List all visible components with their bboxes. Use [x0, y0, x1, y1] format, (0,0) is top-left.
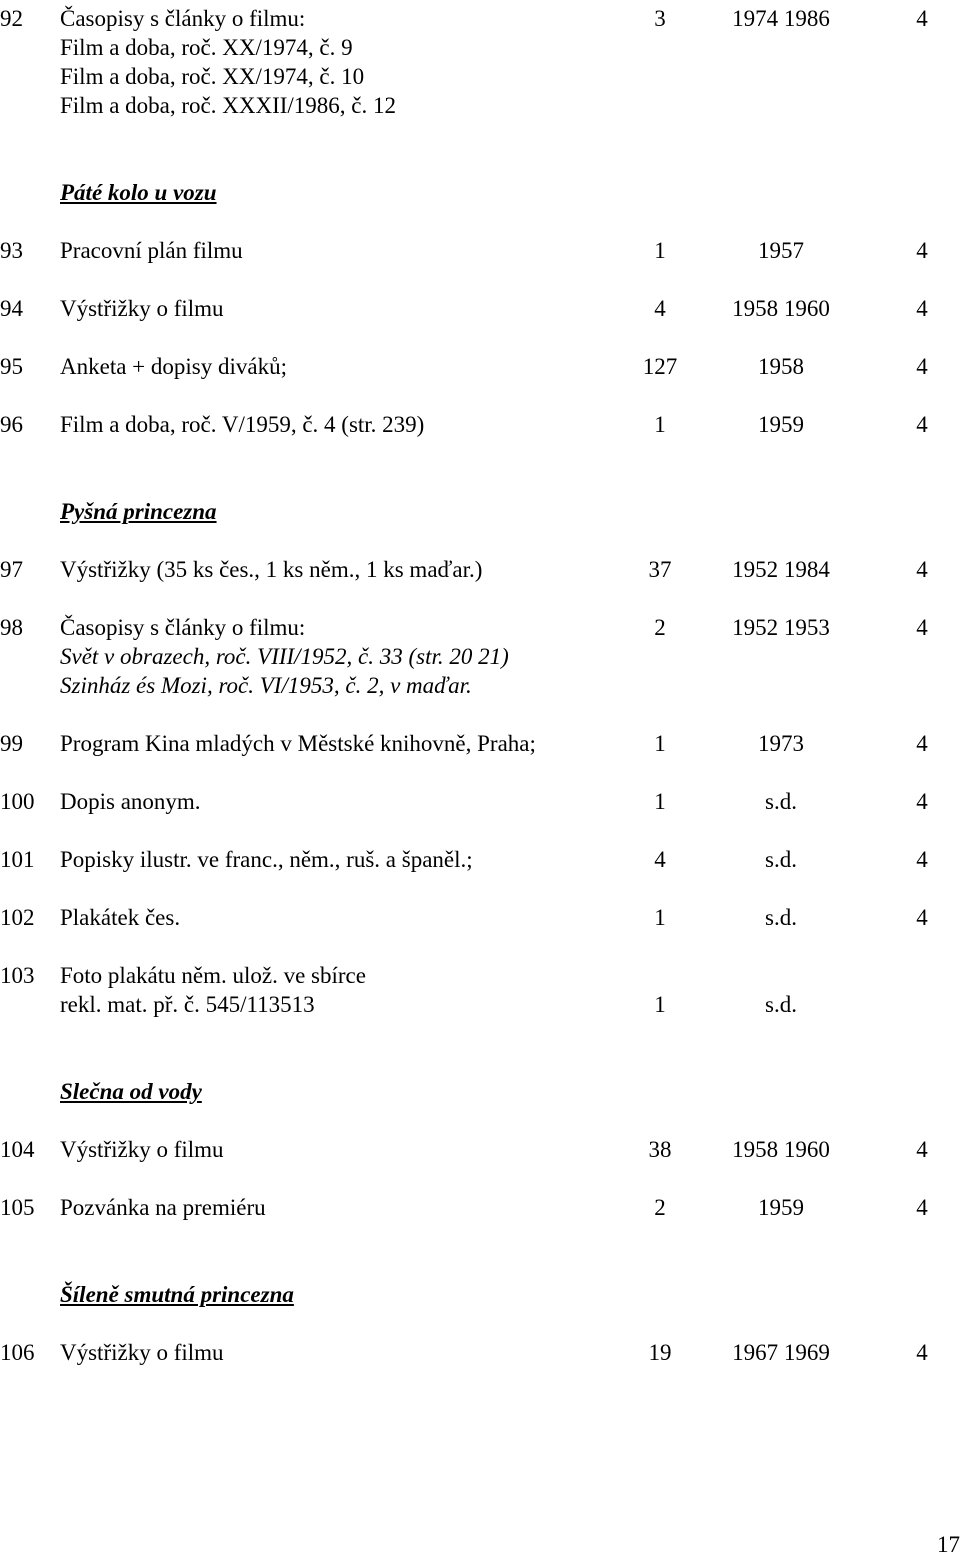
entry-line: Časopisy s články o filmu:: [60, 6, 306, 31]
entry-years: 1958: [758, 354, 804, 379]
section-heading: [0, 178, 960, 207]
entry-number: 102: [0, 905, 35, 930]
entry-box: 4: [916, 557, 928, 582]
entry-box: 4: [916, 1340, 928, 1365]
entry-count: 38: [648, 1137, 672, 1162]
entry-description: [60, 1135, 630, 1164]
entry-count: 37: [648, 557, 672, 582]
list-item: [0, 410, 960, 439]
list-item: [0, 352, 960, 381]
entry-count: 127: [642, 354, 678, 379]
entry-description: [60, 1193, 630, 1222]
entry-number: 97: [0, 557, 23, 582]
entry-years: 1959: [758, 1195, 804, 1220]
entry-number: 99: [0, 731, 23, 756]
entry-description: [60, 729, 630, 758]
entry-box: 4: [916, 412, 928, 437]
entry-line: Plakátek čes.: [60, 905, 181, 930]
list-item: [0, 1135, 960, 1164]
entry-description: [60, 787, 630, 816]
entry-years: s.d.: [765, 847, 797, 872]
entry-count: 1: [654, 731, 666, 756]
entry-line: Film a doba, roč. XX/1974, č. 10: [60, 64, 365, 89]
entry-line: Anketa + dopisy diváků;: [60, 354, 287, 379]
list-item: [0, 294, 960, 323]
entry-line: Film a doba, roč. XX/1974, č. 9: [60, 35, 353, 60]
list-item: [0, 4, 960, 120]
entry-count: 4: [654, 296, 666, 321]
section-heading: [0, 497, 960, 526]
entry-line: Dopis anonym.: [60, 789, 201, 814]
section-heading: [0, 1280, 960, 1309]
entry-line: Svět v obrazech, roč. VIII/1952, č. 33 (str. 20 21): [60, 644, 509, 669]
entry-number: 105: [0, 1195, 35, 1220]
entry-box: 4: [916, 789, 928, 814]
entry-line: rekl. mat. př. č. 545/113513: [60, 992, 315, 1017]
entry-years: 1959: [758, 412, 804, 437]
entry-count: 3: [654, 6, 666, 31]
entry-number: 100: [0, 789, 35, 814]
entry-years: 1973: [758, 731, 804, 756]
entry-number: 95: [0, 354, 23, 379]
entry-line: Foto plakátu něm. ulož. ve sbírce: [60, 963, 366, 988]
entry-line: Výstřižky (35 ks čes., 1 ks něm., 1 ks maďar.): [60, 557, 483, 582]
entry-line: Szinház és Mozi, roč. VI/1953, č. 2, v maďar.: [60, 673, 472, 698]
entry-years: 1958 1960: [732, 296, 830, 321]
entry-line: Program Kina mladých v Městské knihovně, Praha;: [60, 731, 536, 756]
list-item: [0, 845, 960, 874]
entry-years: s.d.: [765, 992, 797, 1017]
entry-line: Popisky ilustr. ve franc., něm., ruš. a španěl.;: [60, 847, 473, 872]
page-number: 17: [937, 1532, 960, 1557]
section-title: Šíleně smutná princezna: [60, 1282, 294, 1307]
section-heading: [0, 1077, 960, 1106]
list-item: [0, 787, 960, 816]
entry-number: 101: [0, 847, 35, 872]
entry-years: s.d.: [765, 905, 797, 930]
entry-description: [60, 613, 630, 700]
entry-number: 96: [0, 412, 23, 437]
entry-years: s.d.: [765, 789, 797, 814]
list-item: [0, 961, 960, 1019]
entry-box: 4: [916, 615, 928, 640]
entry-count: 1: [654, 412, 666, 437]
entry-line: Film a doba, roč. V/1959, č. 4 (str. 239): [60, 412, 425, 437]
entry-count: 1: [654, 238, 666, 263]
list-item: [0, 1338, 960, 1367]
entry-count: 1: [654, 789, 666, 814]
entry-line: Časopisy s články o filmu:: [60, 615, 306, 640]
entry-count: 4: [654, 847, 666, 872]
entry-number: 103: [0, 963, 35, 988]
entry-description: [60, 236, 630, 265]
entry-description: [60, 410, 630, 439]
entry-count: 2: [654, 615, 666, 640]
entry-number: 93: [0, 238, 23, 263]
entry-years: 1958 1960: [732, 1137, 830, 1162]
entry-box: 4: [916, 238, 928, 263]
entry-number: 98: [0, 615, 23, 640]
list-item: [0, 613, 960, 700]
entry-number: 106: [0, 1340, 35, 1365]
entry-line: Výstřižky o filmu: [60, 1137, 224, 1162]
entry-count: 2: [654, 1195, 666, 1220]
entry-number: 94: [0, 296, 23, 321]
entry-box: 4: [916, 731, 928, 756]
entry-years: 1974 1986: [732, 6, 830, 31]
entry-years: 1957: [758, 238, 804, 263]
entry-description: [60, 845, 630, 874]
entry-count: 1: [654, 905, 666, 930]
entry-line: Výstřižky o filmu: [60, 296, 224, 321]
entry-years: 1952 1953: [732, 615, 830, 640]
entry-box: 4: [916, 847, 928, 872]
entry-box: 4: [916, 296, 928, 321]
entry-description: [60, 903, 630, 932]
entry-description: [60, 1338, 630, 1367]
list-item: [0, 236, 960, 265]
section-title: Páté kolo u vozu: [60, 180, 217, 205]
entry-box: 4: [916, 354, 928, 379]
list-item: [0, 1193, 960, 1222]
entry-count: 1: [654, 992, 666, 1017]
section-title: Slečna od vody: [60, 1079, 202, 1104]
entry-description: [60, 555, 630, 584]
entry-line: Pracovní plán filmu: [60, 238, 243, 263]
entry-description: [60, 4, 630, 120]
list-item: [0, 729, 960, 758]
entry-description: [60, 352, 630, 381]
document-page: [0, 4, 960, 1367]
entry-years: 1952 1984: [732, 557, 830, 582]
entry-box: 4: [916, 6, 928, 31]
entry-box: 4: [916, 1137, 928, 1162]
list-item: [0, 555, 960, 584]
entry-box: 4: [916, 905, 928, 930]
entry-line: Výstřižky o filmu: [60, 1340, 224, 1365]
entry-number: 104: [0, 1137, 35, 1162]
entry-line: Pozvánka na premiéru: [60, 1195, 266, 1220]
entry-description: [60, 961, 630, 1019]
entry-line: Film a doba, roč. XXXII/1986, č. 12: [60, 93, 396, 118]
entry-box: 4: [916, 1195, 928, 1220]
section-title: Pyšná princezna: [60, 499, 217, 524]
entry-years: 1967 1969: [732, 1340, 830, 1365]
entry-count: 19: [648, 1340, 672, 1365]
list-item: [0, 903, 960, 932]
entry-number: 92: [0, 6, 23, 31]
entry-description: [60, 294, 630, 323]
